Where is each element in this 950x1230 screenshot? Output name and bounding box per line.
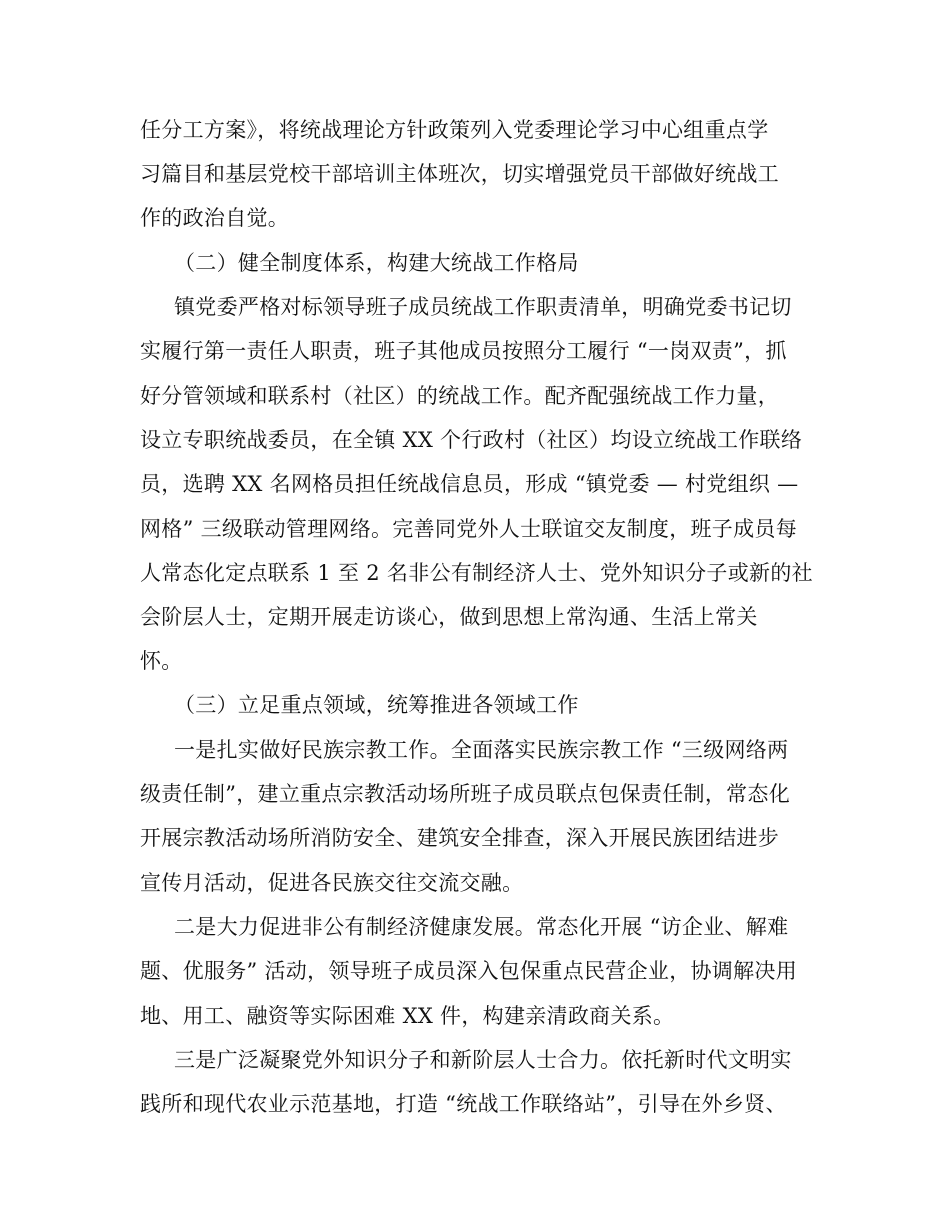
text-line: 员，选聘 XX 名网格员担任统战信息员，形成 “镇党委 — 村党组织 — [140, 472, 799, 496]
text-line: 习篇目和基层党校干部培训主体班次，切实增强党员干部做好统战工 [140, 162, 779, 186]
section-heading: （二）健全制度体系，构建大统战工作格局 [174, 251, 579, 275]
text-line: 题、优服务” 活动，领导班子成员深入包保重点民营企业，协调解决用 [140, 959, 798, 983]
text-line: 践所和现代农业示范基地，打造 “统战工作联络站”，引导在外乡贤、 [140, 1092, 787, 1116]
text-line: 任分工方案》，将统战理论方针政策列入党委理论学习中心组重点学 [140, 118, 769, 142]
text-line: 网格” 三级联动管理网络。完善同党外人士联谊交友制度，班子成员每 [140, 517, 798, 541]
text-line: 开展宗教活动场所消防安全、建筑安全排查，深入开展民族团结进步 [140, 826, 779, 850]
text-line: 人常态化定点联系 1 至 2 名非公有制经济人士、党外知识分子或新的社 [140, 561, 813, 585]
text-line: 镇党委严格对标领导班子成员统战工作职责清单，明确党委书记切 [174, 295, 792, 319]
text-line: 作的政治自觉。 [140, 206, 290, 230]
text-line: 好分管领域和联系村（社区）的统战工作。配齐配强统战工作力量， [140, 384, 779, 408]
text-line: 怀。 [140, 649, 183, 673]
text-line: 实履行第一责任人职责，班子其他成员按照分工履行 “一岗双责”，抓 [140, 339, 787, 363]
text-line: 会阶层人士，定期开展走访谈心，做到思想上常沟通、生活上常关 [140, 605, 758, 629]
text-line: 一是扎实做好民族宗教工作。全面落实民族宗教工作 “三级网络两 [174, 738, 789, 762]
section-heading: （三）立足重点领域，统筹推进各领域工作 [174, 693, 579, 717]
text-line: 设立专职统战委员，在全镇 XX 个行政村（社区）均设立统战工作联络 [140, 428, 803, 452]
text-line: 三是广泛凝聚党外知识分子和新阶层人士合力。依托新时代文明实 [174, 1048, 792, 1072]
text-line: 宣传月活动，促进各民族交往交流交融。 [140, 871, 524, 895]
text-line: 二是大力促进非公有制经济健康发展。常态化开展 “访企业、解难 [174, 915, 789, 939]
text-line: 地、用工、融资等实际困难 XX 件，构建亲清政商关系。 [140, 1004, 675, 1028]
text-line: 级责任制”，建立重点宗教活动场所班子成员联点包保责任制，常态化 [140, 782, 791, 806]
